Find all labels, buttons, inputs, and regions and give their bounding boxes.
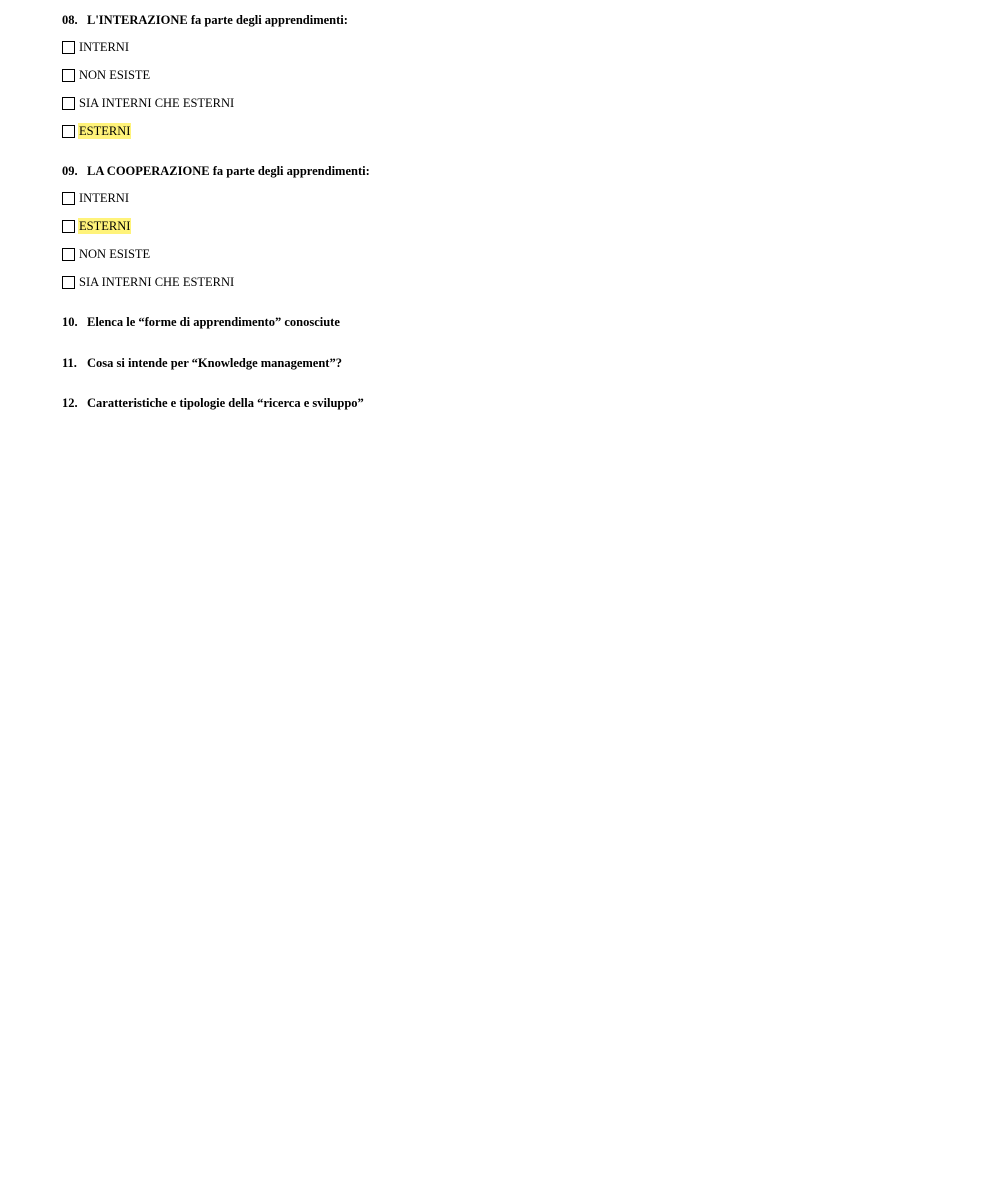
option-label: SIA INTERNI CHE ESTERNI — [79, 275, 235, 289]
question-11 — [62, 355, 342, 371]
checkbox[interactable] — [62, 248, 75, 261]
q08-option-non-esiste[interactable] — [62, 67, 151, 83]
option-label-highlighted: ESTERNI — [79, 219, 131, 233]
question-09 — [62, 163, 370, 179]
option-label: SIA INTERNI CHE ESTERNI — [79, 96, 235, 110]
question-text: Elenca le “forme di apprendimento” conosciute — [87, 315, 340, 329]
question-number: 10. — [62, 315, 78, 329]
q09-option-non-esiste[interactable] — [62, 246, 151, 262]
checkbox[interactable] — [62, 97, 75, 110]
checkbox[interactable] — [62, 276, 75, 289]
option-label: INTERNI — [79, 191, 129, 205]
option-label-highlighted: ESTERNI — [79, 124, 131, 138]
question-text: Caratteristiche e tipologie della “ricerca e sviluppo” — [87, 396, 364, 410]
q08-option-interni[interactable] — [62, 39, 130, 55]
q08-option-esterni[interactable] — [62, 123, 131, 139]
checkbox[interactable] — [62, 125, 75, 138]
q08-option-sia-interni-che-esterni[interactable] — [62, 95, 235, 111]
question-number: 11. — [62, 356, 77, 370]
q09-option-interni[interactable] — [62, 190, 130, 206]
question-08 — [62, 12, 348, 28]
q09-option-sia-interni-che-esterni[interactable] — [62, 274, 235, 290]
question-12 — [62, 395, 364, 411]
checkbox[interactable] — [62, 192, 75, 205]
checkbox[interactable] — [62, 69, 75, 82]
question-number: 09. — [62, 164, 78, 178]
checkbox[interactable] — [62, 41, 75, 54]
question-text: L'INTERAZIONE fa parte degli apprendimenti: — [87, 13, 348, 27]
question-text: Cosa si intende per “Knowledge management”? — [87, 356, 342, 370]
q09-option-esterni[interactable] — [62, 218, 131, 234]
option-label: NON ESISTE — [79, 68, 151, 82]
question-number: 12. — [62, 396, 78, 410]
option-label: INTERNI — [79, 40, 129, 54]
option-label: NON ESISTE — [79, 247, 151, 261]
checkbox[interactable] — [62, 220, 75, 233]
question-number: 08. — [62, 13, 78, 27]
question-10 — [62, 314, 340, 330]
question-text: LA COOPERAZIONE fa parte degli apprendimenti: — [87, 164, 370, 178]
